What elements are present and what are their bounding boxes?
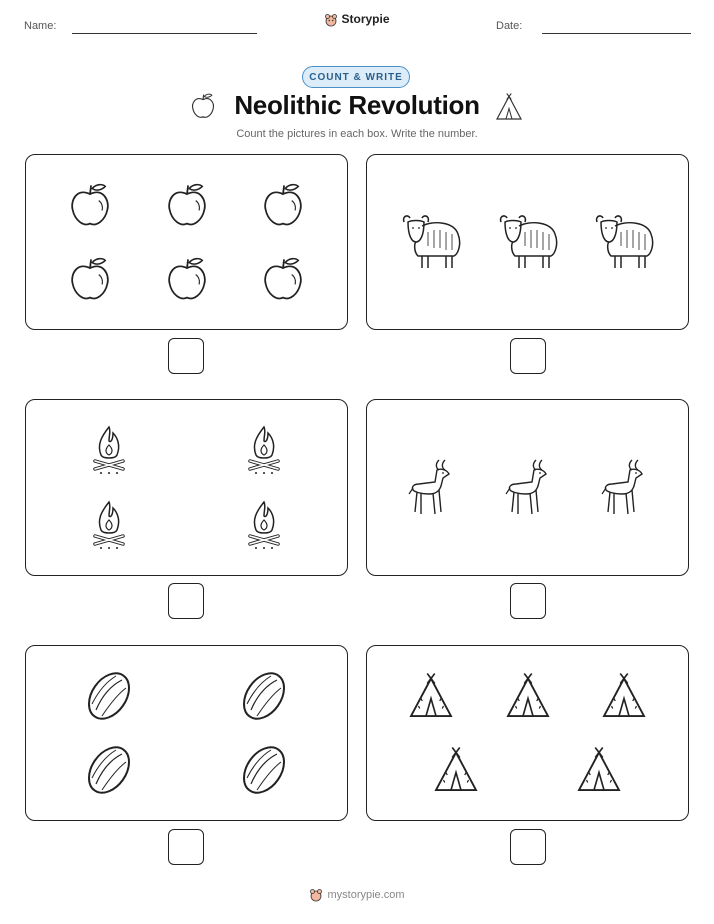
antelope-icon	[502, 456, 554, 525]
count-box-campfires	[25, 399, 348, 576]
storypie-logo-icon	[309, 888, 323, 902]
apple-icon	[68, 255, 112, 308]
campfire-icon	[91, 500, 127, 555]
footer-url: mystorypie.com	[327, 888, 405, 901]
tent-icon	[599, 671, 649, 726]
tent-icon	[431, 745, 481, 800]
tent-icon	[494, 92, 524, 122]
seed-icon	[84, 744, 134, 801]
brand-name: Storypie	[341, 12, 390, 26]
yak-icon	[398, 212, 464, 277]
page-title: Neolithic Revolution	[234, 90, 480, 120]
tent-icon	[406, 671, 456, 726]
date-line[interactable]	[542, 33, 691, 34]
campfire-icon	[91, 425, 127, 480]
apple-icon	[190, 92, 216, 120]
count-write-badge: COUNT & WRITE	[302, 66, 410, 88]
antelope-icon	[598, 456, 650, 525]
instructions: Count the pictures in each box. Write the number.	[236, 128, 478, 140]
brand	[0, 12, 714, 27]
answer-box-seeds[interactable]	[168, 829, 204, 865]
campfire-icon	[246, 500, 282, 555]
answer-box-tents[interactable]	[510, 829, 546, 865]
apple-icon	[261, 181, 305, 234]
antelope-icon	[405, 456, 457, 525]
seed-icon	[239, 744, 289, 801]
name-label: Name:	[24, 20, 57, 32]
apple-icon	[261, 255, 305, 308]
count-box-seeds	[25, 645, 348, 821]
seed-icon	[84, 670, 134, 727]
yak-icon	[495, 212, 561, 277]
answer-box-apples[interactable]	[168, 338, 204, 374]
date-label: Date:	[496, 20, 523, 32]
tent-icon	[574, 745, 624, 800]
seed-icon	[239, 670, 289, 727]
footer	[0, 888, 714, 902]
apple-icon	[68, 181, 112, 234]
answer-box-campfires[interactable]	[168, 583, 204, 619]
apple-icon	[165, 181, 209, 234]
campfire-icon	[246, 425, 282, 480]
storypie-logo-icon	[324, 13, 338, 27]
answer-box-yaks[interactable]	[510, 338, 546, 374]
name-line[interactable]	[72, 33, 257, 34]
apple-icon	[165, 255, 209, 308]
tent-icon	[503, 671, 553, 726]
answer-box-antelopes[interactable]	[510, 583, 546, 619]
yak-icon	[591, 212, 657, 277]
